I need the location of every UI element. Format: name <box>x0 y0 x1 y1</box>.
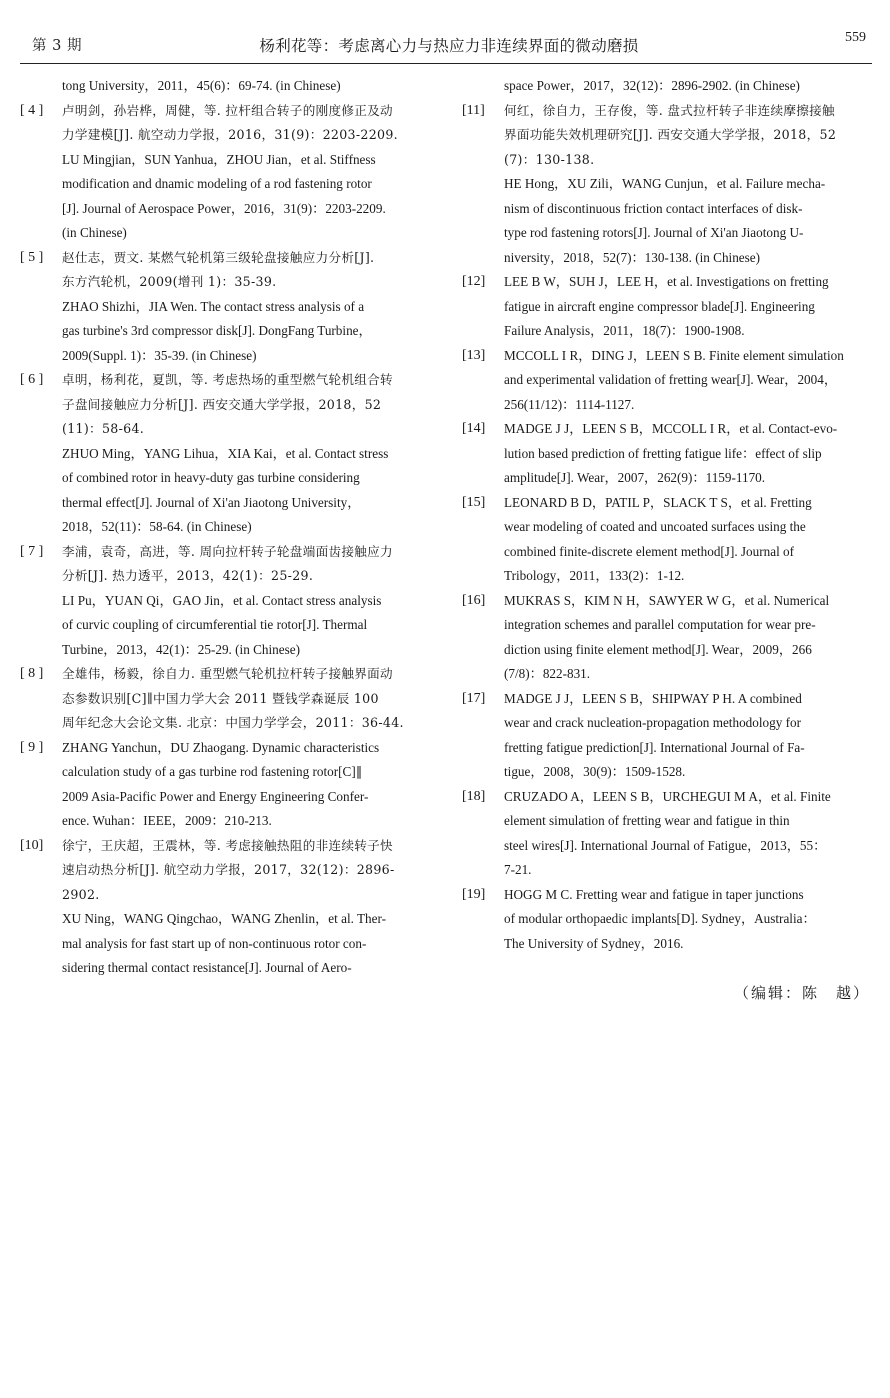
reference-entry <box>20 662 426 736</box>
reference-line: wear and crack nucleation-propagation methodology for <box>504 715 801 730</box>
reference-line: 李浦，袁奇，高进，等. 周向拉杆转子轮盘端面齿接触应力 <box>62 543 393 559</box>
reference-line: amplitude[J]. Wear，2007，262(9)：1159-1170. <box>504 470 766 485</box>
reference-entry <box>462 491 872 589</box>
reference-entry <box>462 344 872 418</box>
reference-line: Turbine，2013，42(1)：25-29. (in Chinese) <box>62 641 300 657</box>
reference-line: lution based prediction of fretting fatigue life：effect of slip <box>504 445 822 461</box>
reference-line: 卢明剑，孙岩桦，周健，等. 拉杆组合转子的刚度修正及动 <box>62 102 393 118</box>
page-number: 559 <box>845 30 866 45</box>
reference-line: mal analysis for fast start up of non-continuous rotor con- <box>62 935 367 951</box>
reference-line: 东方汽轮机，2009(增刊 1)：35-39. <box>62 274 277 289</box>
reference-line: 界面功能失效机理研究[J]. 西安交通大学学报，2018，52 <box>504 127 837 142</box>
reference-line: (11)：58-64. <box>62 421 145 436</box>
reference-line: tigue，2008，30(9)：1509-1528. <box>504 764 686 779</box>
reference-line: ZHAO Shizhi，JIA Wen. The contact stress analysis of a <box>62 298 365 314</box>
page-header <box>28 28 870 62</box>
issue-label: 第 3 期 <box>32 38 82 54</box>
reference-line: type rod fastening rotors[J]. Journal of Xi'an Jiaotong U- <box>504 225 804 240</box>
reference-line: gas turbine's 3rd compressor disk[J]. DongFang Turbine， <box>62 323 372 338</box>
reference-line: LEONARD B D，PATIL P，SLACK T S，et al. Fretting <box>504 494 812 510</box>
reference-entry <box>20 834 426 981</box>
editor-credit: （编辑：陈 越） <box>733 984 870 1002</box>
reference-number: [ 9 ] <box>20 739 44 755</box>
reference-entry <box>20 736 426 834</box>
reference-line: The University of Sydney，2016. <box>504 935 684 951</box>
running-title: 杨利花等：考虑离心力与热应力非连续界面的微动磨损 <box>259 37 639 55</box>
reference-line: XU Ning，WANG Qingchao，WANG Zhenlin，et al. Ther- <box>62 911 386 926</box>
reference-number: [ 8 ] <box>20 666 44 681</box>
reference-line: ence. Wuhan：IEEE，2009：210-213. <box>62 813 272 828</box>
reference-line: 7-21. <box>504 862 532 877</box>
reference-entry <box>462 883 872 957</box>
reference-line: 速启动热分析[J]. 航空动力学报，2017，32(12)：2896- <box>62 862 395 877</box>
reference-entry <box>20 99 426 246</box>
reference-line: CRUZADO A，LEEN S B，URCHEGUI M A，et al. Finite <box>504 788 831 804</box>
reference-line: 力学建模[J]. 航空动力学报，2016，31(9)：2203-2209. <box>62 127 398 142</box>
reference-line: 子盘间接触应力分析[J]. 西安交通大学学报，2018，52 <box>62 396 382 412</box>
reference-line: [J]. Journal of Aerospace Power，2016，31(9)：2203-2209. <box>62 200 386 216</box>
reference-line: 赵仕志，贾文. 某燃气轮机第三级轮盘接触应力分析[J]. <box>62 249 375 265</box>
reference-line: LI Pu，YUAN Qi，GAO Jin，et al. Contact stress analysis <box>62 592 382 608</box>
reference-entry <box>462 270 872 344</box>
reference-line: HOGG M C. Fretting wear and fatigue in taper junctions <box>504 886 804 902</box>
reference-line: 全雄伟，杨毅，徐自力. 重型燃气轮机拉杆转子接触界面动 <box>62 666 393 681</box>
reference-line: thermal effect[J]. Journal of Xi'an Jiaotong University， <box>62 494 361 510</box>
reference-entry <box>462 785 872 883</box>
reference-line: of modular orthopaedic implants[D]. Sydney，Australia： <box>504 911 816 926</box>
reference-line: nism of discontinuous friction contact interfaces of disk- <box>504 200 803 216</box>
reference-line: diction using finite element method[J]. Wear，2009，266 <box>504 641 812 657</box>
reference-line: LU Mingjian，SUN Yanhua，ZHOU Jian，et al. Stiffness <box>62 151 376 167</box>
header-rule <box>20 63 872 64</box>
reference-number: [19] <box>462 886 486 902</box>
reference-entry <box>462 417 872 491</box>
reference-line: 2018，52(11)：58-64. (in Chinese) <box>62 519 252 534</box>
reference-line: fatigue in aircraft engine compressor blade[J]. Engineering <box>504 298 815 314</box>
reference-line: sidering thermal contact resistance[J]. Journal of Aero- <box>62 960 352 975</box>
reference-line: integration schemes and parallel computation for wear pre- <box>504 617 816 632</box>
reference-number: [ 7 ] <box>20 543 44 559</box>
reference-entry <box>20 74 426 99</box>
reference-line: (7)：130-138. <box>504 151 595 167</box>
reference-line: tong University，2011，45(6)：69-74. (in Chinese) <box>62 78 341 93</box>
reference-line: fretting fatigue prediction[J]. International Journal of Fa- <box>504 739 805 755</box>
reference-line: 周年纪念大会论文集. 北京：中国力学学会，2011：36-44. <box>62 715 404 730</box>
reference-line: HE Hong，XU Zili，WANG Cunjun，et al. Failure mecha- <box>504 176 826 191</box>
reference-number: [ 5 ] <box>20 249 44 265</box>
reference-line: MADGE J J，LEEN S B，SHIPWAY P H. A combined <box>504 690 802 706</box>
reference-line: MCCOLL I R，DING J，LEEN S B. Finite element simulation <box>504 347 844 363</box>
reference-line: steel wires[J]. International Journal of Fatigue，2013，55： <box>504 837 827 853</box>
reference-line: niversity，2018，52(7)：130-138. (in Chinese) <box>504 249 761 265</box>
reference-line: MUKRAS S，KIM N H，SAWYER W G，et al. Numerical <box>504 592 830 608</box>
reference-line: ZHUO Ming，YANG Lihua，XIA Kai，et al. Contact stress <box>62 445 389 461</box>
reference-entry <box>20 246 426 369</box>
reference-entry <box>20 540 426 663</box>
reference-line: 256(11/12)：1114-1127. <box>504 396 635 412</box>
reference-line: and experimental validation of fretting wear[J]. Wear，2004， <box>504 372 838 387</box>
reference-line: wear modeling of coated and uncoated surfaces using the <box>504 519 806 534</box>
reference-line: 分析[J]. 热力透平，2013，42(1)：25-29. <box>62 568 314 583</box>
references-right-column <box>462 74 872 956</box>
reference-number: [10] <box>20 837 44 853</box>
reference-line: space Power，2017，32(12)：2896-2902. (in Chinese) <box>504 78 800 93</box>
reference-line: (7/8)：822-831. <box>504 666 591 681</box>
reference-line: of combined rotor in heavy-duty gas turbine considering <box>62 470 360 485</box>
reference-entry <box>462 589 872 687</box>
reference-line: Tribology，2011，133(2)：1-12. <box>504 568 685 583</box>
reference-number: [11] <box>462 102 485 118</box>
reference-line: 态参数识别[C]∥中国力学大会 2011 暨钱学森诞辰 100 <box>62 690 379 706</box>
reference-line: 2009 Asia-Pacific Power and Energy Engineering Confer- <box>62 788 369 804</box>
reference-line: MADGE J J，LEEN S B，MCCOLL I R，et al. Contact-evo- <box>504 421 838 436</box>
reference-number: [ 4 ] <box>20 102 44 118</box>
reference-line: combined finite-discrete element method[J]. Journal of <box>504 543 795 559</box>
reference-entry <box>462 687 872 785</box>
reference-line: 2902. <box>62 886 100 902</box>
reference-entry <box>462 99 872 271</box>
reference-line: 卓明，杨利花，夏凯，等. 考虑热场的重型燃气轮机组合转 <box>62 372 393 387</box>
references-left-column <box>20 74 426 981</box>
reference-number: [18] <box>462 788 486 804</box>
reference-number: [14] <box>462 421 486 436</box>
reference-number: [12] <box>462 274 486 289</box>
reference-line: ZHANG Yanchun，DU Zhaogang. Dynamic characteristics <box>62 739 380 755</box>
reference-number: [15] <box>462 494 486 510</box>
reference-line: LEE B W，SUH J，LEE H，et al. Investigations on fretting <box>504 274 829 289</box>
reference-line: modification and dnamic modeling of a rod fastening rotor <box>62 176 372 191</box>
reference-entry <box>462 74 872 99</box>
reference-line: (in Chinese) <box>62 225 127 240</box>
reference-line: of curvic coupling of circumferential tie rotor[J]. Thermal <box>62 617 368 632</box>
reference-number: [17] <box>462 690 486 706</box>
reference-line: element simulation of fretting wear and fatigue in thin <box>504 813 790 828</box>
reference-number: [16] <box>462 592 486 608</box>
reference-entry <box>20 368 426 540</box>
reference-line: 2009(Suppl. 1)：35-39. (in Chinese) <box>62 347 257 363</box>
reference-number: [ 6 ] <box>20 372 44 387</box>
reference-line: Failure Analysis，2011，18(7)：1900-1908. <box>504 323 745 338</box>
reference-line: 何红，徐自力，王存俊，等. 盘式拉杆转子非连续摩擦接触 <box>504 102 835 118</box>
reference-line: 徐宁，王庆超，王震林，等. 考虑接触热阻的非连续转子快 <box>62 837 393 853</box>
reference-line: calculation study of a gas turbine rod fastening rotor[C]∥ <box>62 764 363 779</box>
reference-number: [13] <box>462 347 486 363</box>
